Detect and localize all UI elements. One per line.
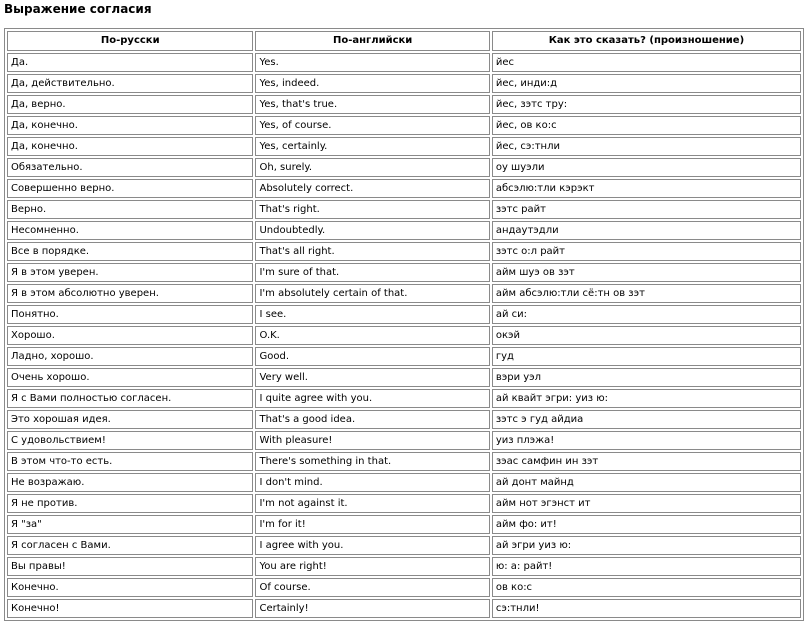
cell-english: Very well. <box>255 368 489 387</box>
table-row <box>7 221 801 240</box>
table-row <box>7 284 801 303</box>
cell-english: Yes, certainly. <box>255 137 489 156</box>
cell-pronunciation: йес <box>492 53 801 72</box>
table-row <box>7 347 801 366</box>
cell-pronunciation: зэас самфин ин зэт <box>492 452 801 471</box>
table-row <box>7 305 801 324</box>
cell-pronunciation: зэтс э гуд айдиа <box>492 410 801 429</box>
cell-pronunciation: ю: а: райт! <box>492 557 801 576</box>
table-row <box>7 179 801 198</box>
cell-pronunciation: абсэлю:тли кэрэкт <box>492 179 801 198</box>
page-title: Выражение согласия <box>4 2 152 16</box>
table-row <box>7 452 801 471</box>
table-row <box>7 389 801 408</box>
table-header-row <box>7 31 801 51</box>
cell-pronunciation: ов ко:с <box>492 578 801 597</box>
cell-russian: Совершенно верно. <box>7 179 253 198</box>
cell-pronunciation: вэри уэл <box>492 368 801 387</box>
table-row <box>7 410 801 429</box>
cell-pronunciation: йес, ов ко:с <box>492 116 801 135</box>
cell-russian: Понятно. <box>7 305 253 324</box>
cell-pronunciation: ай си: <box>492 305 801 324</box>
cell-english: Certainly! <box>255 599 489 618</box>
cell-russian: Ладно, хорошо. <box>7 347 253 366</box>
table-row <box>7 263 801 282</box>
cell-english: I'm not against it. <box>255 494 489 513</box>
table-row <box>7 200 801 219</box>
cell-russian: Да, верно. <box>7 95 253 114</box>
cell-english: Undoubtedly. <box>255 221 489 240</box>
table-row <box>7 431 801 450</box>
cell-pronunciation: оу шуэли <box>492 158 801 177</box>
cell-pronunciation: ай донт майнд <box>492 473 801 492</box>
cell-russian: Несомненно. <box>7 221 253 240</box>
cell-pronunciation: айм нот эгэнст ит <box>492 494 801 513</box>
cell-english: I quite agree with you. <box>255 389 489 408</box>
table-row <box>7 116 801 135</box>
phrases-table <box>4 28 804 621</box>
table-row <box>7 536 801 555</box>
table-row <box>7 137 801 156</box>
cell-pronunciation: айм шуэ ов зэт <box>492 263 801 282</box>
cell-pronunciation: андаутэдли <box>492 221 801 240</box>
cell-russian: В этом что-то есть. <box>7 452 253 471</box>
table-row <box>7 368 801 387</box>
cell-english: Yes, of course. <box>255 116 489 135</box>
cell-english: Oh, surely. <box>255 158 489 177</box>
cell-russian: Я с Вами полностью согласен. <box>7 389 253 408</box>
cell-russian: Я в этом абсолютно уверен. <box>7 284 253 303</box>
table-row <box>7 95 801 114</box>
cell-english: That's a good idea. <box>255 410 489 429</box>
cell-pronunciation: зэтс о:л райт <box>492 242 801 261</box>
cell-russian: Да, конечно. <box>7 116 253 135</box>
table-row <box>7 557 801 576</box>
cell-russian: Да. <box>7 53 253 72</box>
cell-english: Yes. <box>255 53 489 72</box>
cell-russian: Конечно! <box>7 599 253 618</box>
cell-pronunciation: сэ:тнли! <box>492 599 801 618</box>
cell-pronunciation: йес, сэ:тнли <box>492 137 801 156</box>
cell-russian: Я в этом уверен. <box>7 263 253 282</box>
cell-pronunciation: зэтс райт <box>492 200 801 219</box>
table-row <box>7 494 801 513</box>
cell-english: I agree with you. <box>255 536 489 555</box>
cell-english: That's all right. <box>255 242 489 261</box>
cell-english: I'm sure of that. <box>255 263 489 282</box>
cell-russian: Это хорошая идея. <box>7 410 253 429</box>
cell-russian: Конечно. <box>7 578 253 597</box>
cell-english: I'm for it! <box>255 515 489 534</box>
cell-english: O.K. <box>255 326 489 345</box>
cell-pronunciation: уиз плэжа! <box>492 431 801 450</box>
cell-russian: Я согласен с Вами. <box>7 536 253 555</box>
cell-russian: Хорошо. <box>7 326 253 345</box>
cell-english: Of course. <box>255 578 489 597</box>
cell-english: With pleasure! <box>255 431 489 450</box>
cell-russian: Да, конечно. <box>7 137 253 156</box>
header-russian: По-русски <box>7 31 253 51</box>
table-row <box>7 515 801 534</box>
cell-english: Yes, that's true. <box>255 95 489 114</box>
cell-russian: Обязательно. <box>7 158 253 177</box>
table-row <box>7 473 801 492</box>
cell-english: I'm absolutely certain of that. <box>255 284 489 303</box>
header-pronunciation: Как это сказать? (произношение) <box>492 31 801 51</box>
cell-english: Good. <box>255 347 489 366</box>
cell-pronunciation: окэй <box>492 326 801 345</box>
table-row <box>7 74 801 93</box>
cell-russian: Не возражаю. <box>7 473 253 492</box>
cell-english: I don't mind. <box>255 473 489 492</box>
table-row <box>7 578 801 597</box>
cell-russian: Я не против. <box>7 494 253 513</box>
cell-pronunciation: айм абсэлю:тли сё:тн ов зэт <box>492 284 801 303</box>
cell-pronunciation: ай эгри уиз ю: <box>492 536 801 555</box>
table-row <box>7 53 801 72</box>
cell-pronunciation: гуд <box>492 347 801 366</box>
cell-pronunciation: йес, инди:д <box>492 74 801 93</box>
cell-russian: Я "за" <box>7 515 253 534</box>
cell-english: Yes, indeed. <box>255 74 489 93</box>
table-row <box>7 599 801 618</box>
table-row <box>7 158 801 177</box>
cell-russian: Все в порядке. <box>7 242 253 261</box>
table-row <box>7 326 801 345</box>
cell-russian: Очень хорошо. <box>7 368 253 387</box>
table-row <box>7 242 801 261</box>
cell-russian: Вы правы! <box>7 557 253 576</box>
cell-pronunciation: ай квайт эгри: уиз ю: <box>492 389 801 408</box>
cell-pronunciation: айм фо: ит! <box>492 515 801 534</box>
cell-russian: С удовольствием! <box>7 431 253 450</box>
cell-english: I see. <box>255 305 489 324</box>
cell-russian: Верно. <box>7 200 253 219</box>
cell-english: That's right. <box>255 200 489 219</box>
cell-pronunciation: йес, зэтс тру: <box>492 95 801 114</box>
cell-russian: Да, действительно. <box>7 74 253 93</box>
header-english: По-английски <box>255 31 489 51</box>
cell-english: You are right! <box>255 557 489 576</box>
cell-english: Absolutely correct. <box>255 179 489 198</box>
cell-english: There's something in that. <box>255 452 489 471</box>
